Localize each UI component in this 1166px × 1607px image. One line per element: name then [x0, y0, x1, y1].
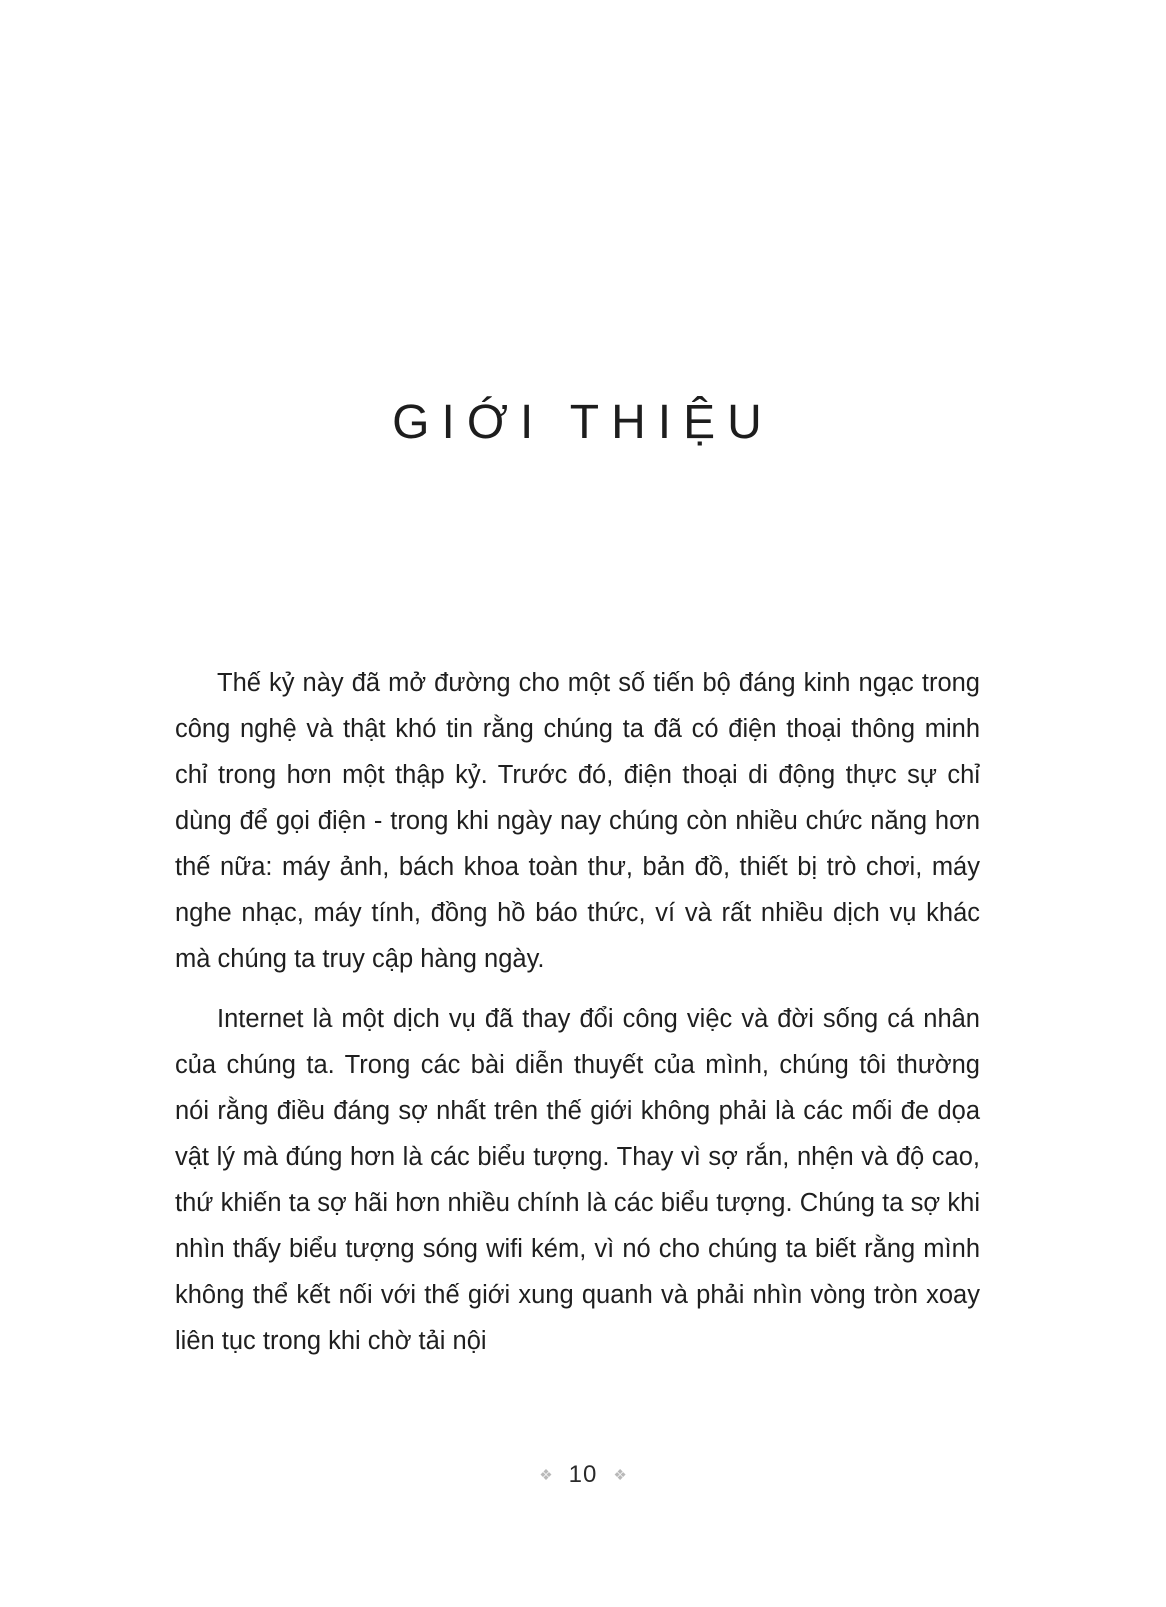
body-text [175, 660, 980, 1364]
page-footer [0, 1463, 1166, 1487]
page-title: GIỚI THIỆU [392, 396, 774, 450]
paragraph: Thế kỷ này đã mở đường cho một số tiến bộ đáng kinh ngạc trong công nghệ và thật khó tin rằng chúng ta đã có điện thoại thông minh chỉ trong hơn một thập kỷ. Trước đó, điện thoại di động thực sự chỉ dùng để gọi điện - trong khi ngày nay chúng còn nhiều chức năng hơn thế nữa: máy ảnh, bách khoa toàn thư, bản đồ, thiết bị trò chơi, máy nghe nhạc, máy tính, đồng hồ báo thức, ví và rất nhiều dịch vụ khác mà chúng ta truy cập hàng ngày. [175, 669, 980, 973]
page-number: 10 [568, 1461, 598, 1488]
paragraph: Internet là một dịch vụ đã thay đổi công việc và đời sống cá nhân của chúng ta. Trong các bài diễn thuyết của mình, chúng tôi thường nói rằng điều đáng sợ nhất trên thế giới không phải là các mối đe dọa vật lý mà đúng hơn là các biểu tượng. Thay vì sợ rắn, nhện và độ cao, thứ khiến ta sợ hãi hơn nhiều chính là các biểu tượng. Chúng ta sợ khi nhìn thấy biểu tượng sóng wifi kém, vì nó cho chúng ta biết rằng mình không thể kết nối với thế giới xung quanh và phải nhìn vòng tròn xoay liên tục trong khi chờ tải nội [175, 1005, 980, 1355]
diamond-ornament-icon: ❖ [613, 1466, 627, 1484]
diamond-ornament-icon: ❖ [539, 1466, 553, 1484]
